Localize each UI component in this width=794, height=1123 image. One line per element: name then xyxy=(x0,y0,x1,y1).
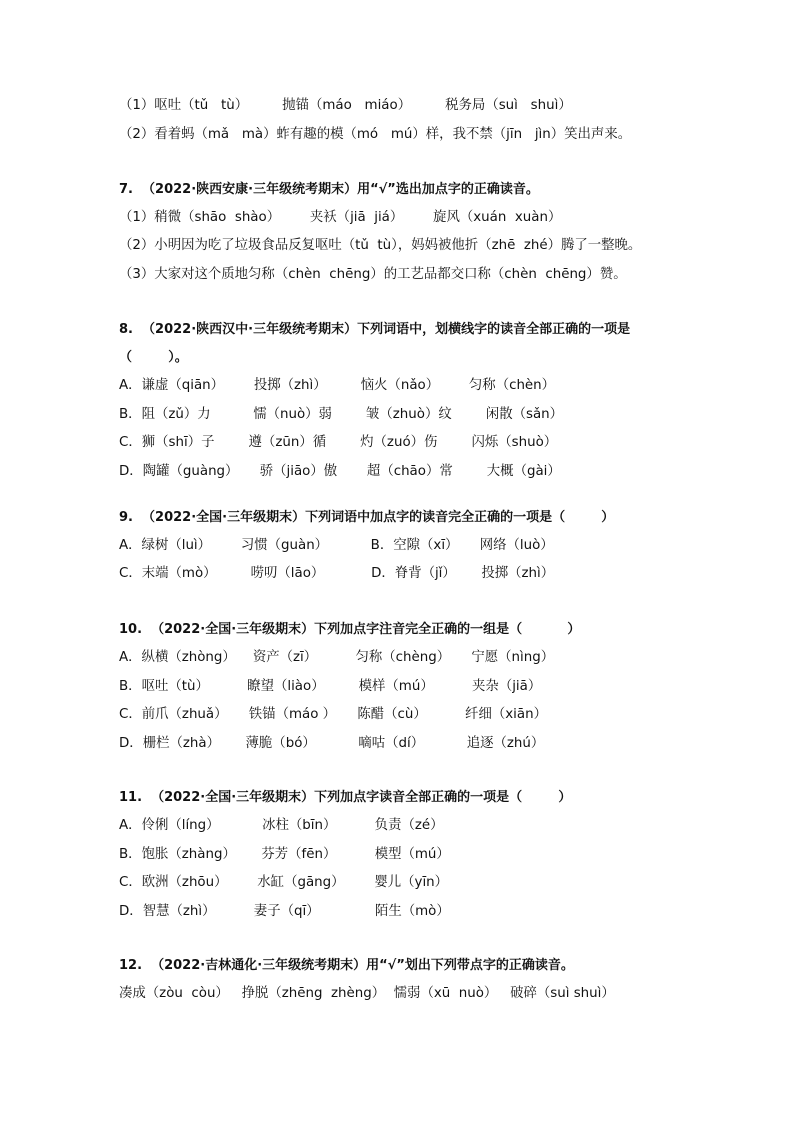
q8-option-b: B．阻（zǔ）力 懦（nuò）弱 皱（zhuò）纹 闲散（sǎn） xyxy=(119,407,564,422)
q9-options-ab: A．绿树（luì） 习惯（guàn） B．空隙（xī） 网络（luò） xyxy=(119,538,554,553)
q12-items: 凑成（zòu còu） 挣脱（zhēng zhèng） 懦弱（xū nuò） 破碎（suì shuì） xyxy=(119,986,615,1001)
q10-option-a: A．纵横（zhòng） 资产（zī） 匀称（chèng） 宁愿（nìng） xyxy=(119,650,555,665)
q8-option-d: D．陶罐（guàng） 骄（jiāo）傲 超（chāo）常 大概（gài） xyxy=(119,464,561,479)
q8-title-cont: （ ）。 xyxy=(119,350,188,365)
q10-option-d: D．栅栏（zhà） 薄脆（bó） 嘀咕（dí） 追逐（zhú） xyxy=(119,736,545,751)
q11-option-d: D．智慧（zhì） 妻子（qī） 陌生（mò） xyxy=(119,904,450,919)
q6-item-1: （1）呕吐（tǔ tù） 抛锚（máo miáo） 税务局（suì shuì） xyxy=(119,98,572,113)
q7-item-2: （2）小明因为吃了垃圾食品反复呕吐（tǔ tù），妈妈被他折（zhē zhé）腾了一整晚。 xyxy=(119,238,642,253)
q10-title: 10. （2022·全国·三年级期末）下列加点字注音完全正确的一组是（ ） xyxy=(119,622,581,637)
q10-option-b: B．呕吐（tù） 瞭望（liào） 模样（mú） 夹杂（jiā） xyxy=(119,679,542,694)
q11-option-c: C．欧洲（zhōu） 水缸（gāng） 婴儿（yīn） xyxy=(119,875,449,890)
q11-title: 11. （2022·全国·三年级期末）下列加点字读音全部正确的一项是（ ） xyxy=(119,790,572,805)
q8-option-c: C．狮（shī）子 遵（zūn）循 灼（zuó）伤 闪烁（shuò） xyxy=(119,435,558,450)
q11-option-b: B．饱胀（zhàng） 芬芳（fēn） 模型（mú） xyxy=(119,847,450,862)
q7-item-1: （1）稍微（shāo shào） 夹袄（jiā jiá） 旋风（xuán xuàn） xyxy=(119,210,562,225)
q12-title: 12. （2022·吉林通化·三年级统考期末）用“√”划出下列带点字的正确读音。 xyxy=(119,958,574,973)
q7-item-3: （3）大家对这个质地匀称（chèn chēng）的工艺品都交口称（chèn chēng）赞。 xyxy=(119,267,627,282)
q6-item-2: （2）看着蚂（mǎ mà）蚱有趣的模（mó mú）样，我不禁（jīn jìn）笑出声来。 xyxy=(119,127,632,142)
q10-option-c: C．前爪（zhuǎ） 铁锚（máo ） 陈醋（cù） 纤细（xiān） xyxy=(119,707,547,722)
q11-option-a: A．伶俐（líng） 冰柱（bīn） 负责（zé） xyxy=(119,818,444,833)
q7-title: 7. （2022·陕西安康·三年级统考期末）用“√”选出加点字的正确读音。 xyxy=(119,182,539,197)
q8-option-a: A．谦虚（qiān） 投掷（zhì） 恼火（nǎo） 匀称（chèn） xyxy=(119,378,556,393)
q8-title: 8. （2022·陕西汉中·三年级统考期末）下列词语中，划横线字的读音全部正确的一项是 xyxy=(119,322,631,337)
q9-title: 9. （2022·全国·三年级期末）下列词语中加点字的读音完全正确的一项是（ ） xyxy=(119,510,615,525)
q9-options-cd: C．末端（mò） 唠叨（lāo） D．脊背（jǐ） 投掷（zhì） xyxy=(119,566,555,581)
